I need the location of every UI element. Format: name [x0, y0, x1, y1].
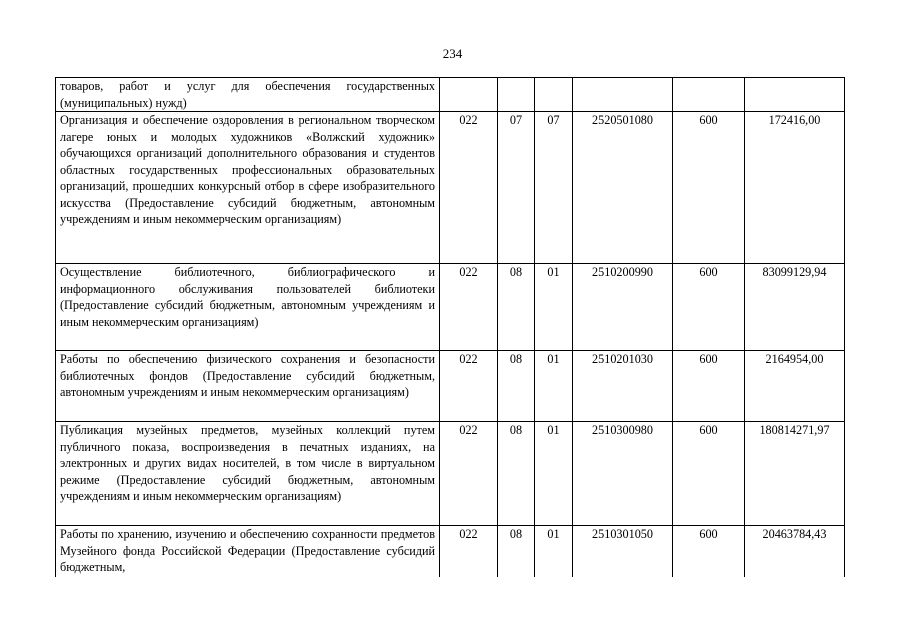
row-description: Работы по обеспечению физического сохранения и безопасности библиотечных фондов (Предоставление субсидий бюджетным, автономным учреждениям и иным некоммерческим организациям) — [56, 351, 440, 422]
subsection-code — [535, 78, 573, 112]
amount: 20463784,43 — [745, 526, 845, 577]
budget-table — [55, 77, 845, 577]
target-article-code: 2510300980 — [573, 422, 673, 526]
row-description: Работы по хранению, изучению и обеспечению сохранности предметов Музейного фонда Российской Федерации (Предоставление субсидий бюджетным, — [56, 526, 440, 577]
expense-type-code: 600 — [673, 526, 745, 577]
subsection-code: 01 — [535, 422, 573, 526]
expense-type-code: 600 — [673, 422, 745, 526]
subsection-code: 01 — [535, 264, 573, 351]
section-code: 08 — [498, 264, 535, 351]
table-row — [56, 422, 845, 526]
row-description: товаров, работ и услуг для обеспечения государственных (муниципальных) нужд) — [56, 78, 440, 112]
section-code: 07 — [498, 112, 535, 264]
expense-type-code — [673, 78, 745, 112]
ministry-code: 022 — [440, 351, 498, 422]
table-row — [56, 78, 845, 112]
ministry-code: 022 — [440, 264, 498, 351]
ministry-code: 022 — [440, 526, 498, 577]
amount: 172416,00 — [745, 112, 845, 264]
section-code: 08 — [498, 351, 535, 422]
section-code: 08 — [498, 526, 535, 577]
amount: 180814271,97 — [745, 422, 845, 526]
table-row — [56, 112, 845, 264]
table-row — [56, 351, 845, 422]
subsection-code: 01 — [535, 351, 573, 422]
ministry-code: 022 — [440, 422, 498, 526]
expense-type-code: 600 — [673, 264, 745, 351]
target-article-code: 2520501080 — [573, 112, 673, 264]
section-code: 08 — [498, 422, 535, 526]
target-article-code: 2510301050 — [573, 526, 673, 577]
expense-type-code: 600 — [673, 351, 745, 422]
table-row — [56, 264, 845, 351]
target-article-code: 2510201030 — [573, 351, 673, 422]
row-description: Осуществление библиотечного, библиографического и информационного обслуживания пользователей библиотеки (Предоставление субсидий бюджетным, автономным учреждениям и иным некоммерческим организациям) — [56, 264, 440, 351]
ministry-code: 022 — [440, 112, 498, 264]
amount: 83099129,94 — [745, 264, 845, 351]
section-code — [498, 78, 535, 112]
subsection-code: 07 — [535, 112, 573, 264]
page-number: 234 — [442, 46, 463, 61]
target-article-code — [573, 78, 673, 112]
amount: 2164954,00 — [745, 351, 845, 422]
row-description: Публикация музейных предметов, музейных коллекций путем публичного показа, воспроизведения в печатных изданиях, на электронных и других видах носителей, в том числе в виртуальном режиме (Предоставление субсидий бюджетным, автономным учреждениям и иным некоммерческим организациям) — [56, 422, 440, 526]
row-description: Организация и обеспечение оздоровления в региональном творческом лагере юных и молодых художников «Волжский художник» обучающихся организаций дополнительного образования и студентов областных государственных профессиональных образовательных организаций, прошедших конкурсный отбор в сфере изобразительного искусства (Предоставление субсидий бюджетным, автономным учреждениям и иным некоммерческим организациям) — [56, 112, 440, 264]
subsection-code: 01 — [535, 526, 573, 577]
ministry-code — [440, 78, 498, 112]
table-row — [56, 526, 845, 577]
amount — [745, 78, 845, 112]
target-article-code: 2510200990 — [573, 264, 673, 351]
expense-type-code: 600 — [673, 112, 745, 264]
